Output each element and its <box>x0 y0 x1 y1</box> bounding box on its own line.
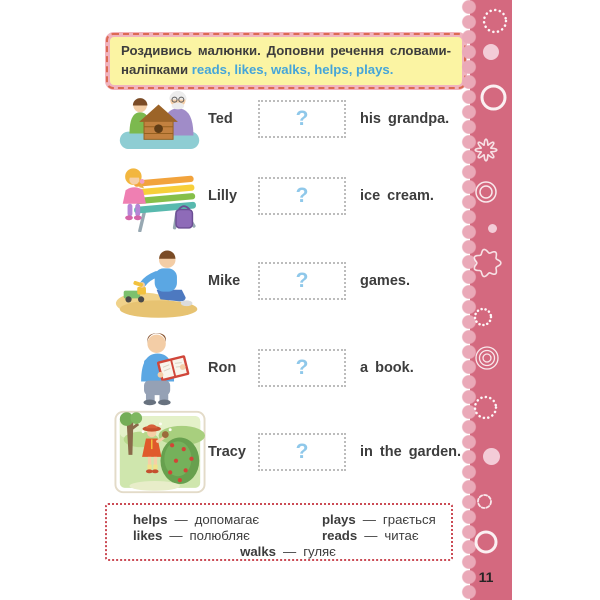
subject-name: Lilly <box>208 188 238 204</box>
question-mark: ? <box>295 269 309 292</box>
dotted-ring-ornament-icon <box>470 392 501 423</box>
vocab-entry: walks — гуляє <box>240 544 336 559</box>
illustration-boy-in-sandbox <box>112 242 208 320</box>
illustration-girl-in-garden <box>112 410 208 494</box>
exercise-row <box>112 240 464 322</box>
side-band-ornaments <box>470 0 512 600</box>
dot-ornament-icon <box>478 39 504 65</box>
triple-ring-ornament-icon <box>471 342 503 374</box>
sticker-answer-box[interactable] <box>258 349 346 387</box>
question-mark: ? <box>295 107 309 130</box>
ring-ornament-icon <box>477 81 510 114</box>
sticker-word: likes, <box>234 61 271 77</box>
sticker-word: plays. <box>356 61 394 77</box>
vocab-entry: reads — читає <box>322 528 419 543</box>
sentence-suffix: his grandpa. <box>360 111 450 127</box>
instruction-box <box>105 32 467 90</box>
blob-ornament-icon <box>468 244 506 282</box>
dotted-ring-ornament-icon <box>479 5 511 37</box>
sticker-answer-box[interactable] <box>258 100 346 138</box>
double-ring-ornament-icon <box>471 177 501 207</box>
sticker-answer-box[interactable] <box>258 433 346 471</box>
illustration-girl-on-bench-ice-cream <box>112 160 208 232</box>
question-mark: ? <box>295 356 309 379</box>
vocabulary-box <box>105 503 453 561</box>
subject-name: Tracy <box>208 444 246 460</box>
exercise-row <box>112 326 464 410</box>
illustration-boy-reading-book <box>112 328 208 408</box>
question-mark: ? <box>295 440 309 463</box>
sticker-word: helps, <box>314 61 357 77</box>
flower-ornament-icon <box>471 135 501 165</box>
ring-ornament-icon <box>471 527 501 557</box>
vocab-entry: likes — полюбляє <box>133 528 250 543</box>
sticker-word: reads, <box>191 61 235 77</box>
sentence-suffix: ice cream. <box>360 188 434 204</box>
sentence-suffix: in the garden. <box>360 444 462 460</box>
sentence-suffix: a book. <box>360 360 414 376</box>
exercise-row <box>112 84 464 154</box>
exercise-row <box>112 158 464 234</box>
page-number: 11 <box>478 569 494 585</box>
sticker-answer-box[interactable] <box>258 262 346 300</box>
vocab-entry: plays — грається <box>322 512 436 527</box>
question-mark: ? <box>295 184 309 207</box>
vocab-entry: helps — допомагає <box>133 512 260 527</box>
dot-ornament-icon <box>483 219 502 238</box>
illustration-boy-and-grandpa-birdhouse <box>112 86 208 152</box>
exercise-row <box>112 408 464 496</box>
page-edge-band <box>470 0 512 600</box>
instruction-text: Роздивись малюнки. Доповни речення словами-наліпками <box>121 43 451 77</box>
sticker-word: walks, <box>270 61 315 77</box>
subject-name: Ron <box>208 360 237 376</box>
sticker-answer-box[interactable] <box>258 177 346 215</box>
dot-ornament-icon <box>478 443 505 470</box>
dotted-ring-ornament-icon <box>470 304 496 330</box>
sentence-suffix: games. <box>360 273 410 289</box>
swirl-ornament-icon <box>473 490 496 513</box>
subject-name: Ted <box>208 111 233 127</box>
subject-name: Mike <box>208 273 241 289</box>
